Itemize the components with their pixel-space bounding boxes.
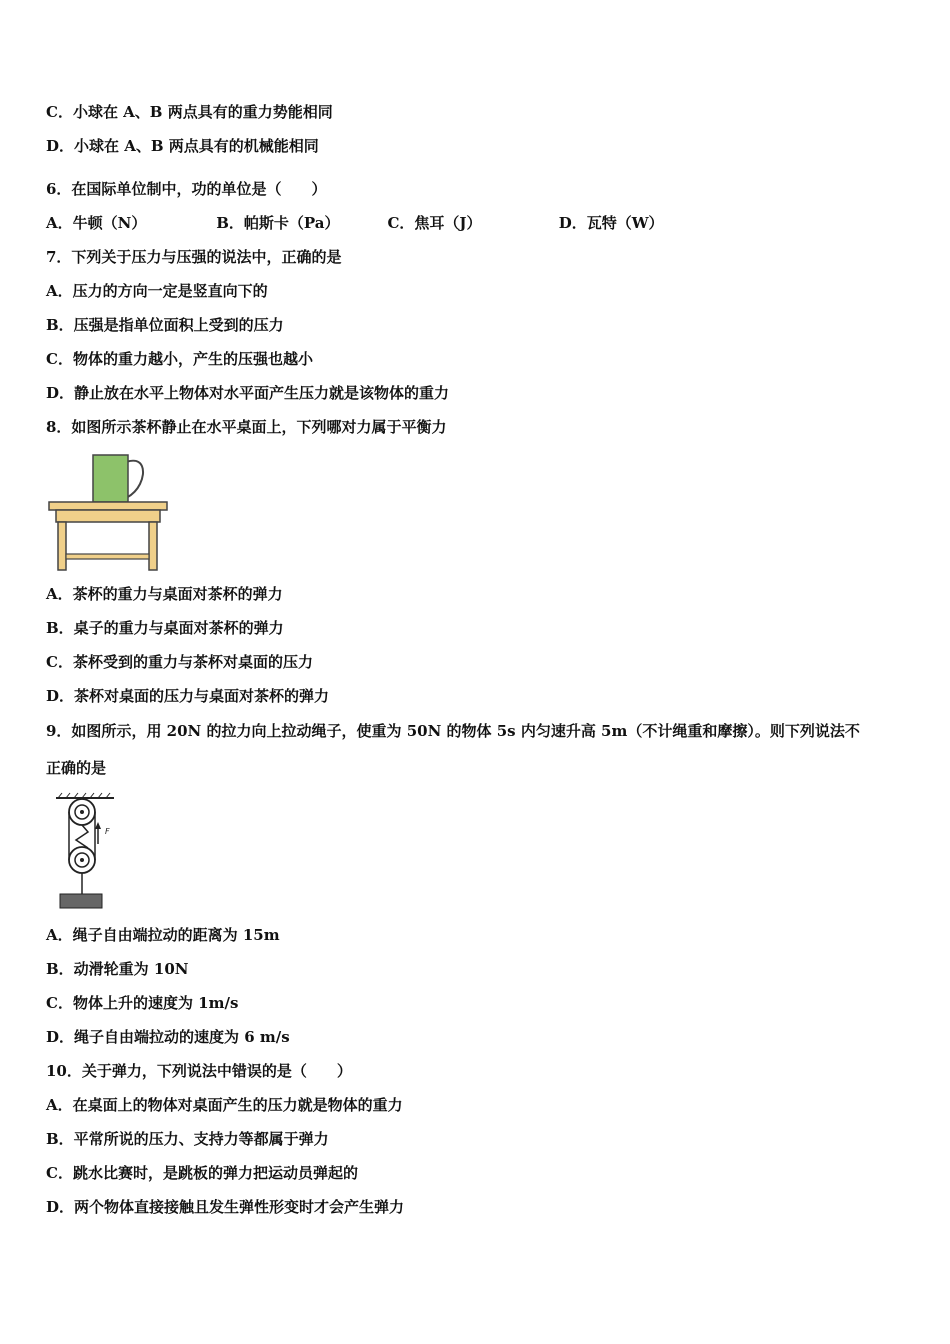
table-stretcher [66,554,149,559]
load-block [60,894,102,908]
q7-option-b: B．压强是指单位面积上受到的压力 [46,316,284,334]
q9-option-d: D．绳子自由端拉动的速度为 6 m/s [46,1028,290,1046]
table-top [49,502,167,510]
q5-option-d: D．小球在 A、B 两点具有的机械能相同 [46,137,319,155]
q6-option-a: A．牛顿（N） [46,214,147,232]
table-leg-right [149,522,157,570]
q8-stem: 8．如图所示茶杯静止在水平桌面上，下列哪对力属于平衡力 [46,418,447,436]
q8-option-c: C．茶杯受到的重力与茶杯对桌面的压力 [46,653,313,671]
q6-option-d: D．瓦特（W） [558,214,664,232]
q8-option-d: D．茶杯对桌面的压力与桌面对茶杯的弹力 [46,687,330,705]
force-arrow-head [95,822,101,829]
q10-option-c: C．跳水比赛时，是跳板的弹力把运动员弹起的 [46,1164,358,1182]
force-label: F [105,827,110,836]
q8-option-b: B．桌子的重力与桌面对茶杯的弹力 [46,619,284,637]
q6-option-b: B．帕斯卡（Pa） [216,214,340,232]
q10-stem: 10．关于弹力，下列说法中错误的是（ ） [46,1062,352,1080]
q8-option-a: A．茶杯的重力与桌面对茶杯的弹力 [46,585,283,603]
q9-stem-line1: 9．如图所示，用 20N 的拉力向上拉动绳子，使重为 50N 的物体 5s 内匀速升高 5m（不计绳重和摩擦）。则下列说法不 [46,722,860,740]
q10-option-a: A．在桌面上的物体对桌面产生的压力就是物体的重力 [46,1096,403,1114]
q7-option-a: A．压力的方向一定是竖直向下的 [46,282,268,300]
table-apron [56,510,160,522]
q7-stem: 7．下列关于压力与压强的说法中，正确的是 [46,248,342,266]
cup-body [93,455,128,502]
q7-option-d: D．静止放在水平上物体对水平面产生压力就是该物体的重力 [46,384,450,402]
q9-option-a: A．绳子自由端拉动的距离为 15m [46,926,280,944]
table-leg-left [58,522,66,570]
q9-option-c: C．物体上升的速度为 1m/s [46,994,239,1012]
q7-option-c: C．物体的重力越小，产生的压强也越小 [46,350,313,368]
q6-stem: 6．在国际单位制中，功的单位是（ ） [46,180,327,198]
q10-option-d: D．两个物体直接接触且发生弹性形变时才会产生弹力 [46,1198,405,1216]
cup-on-table-figure [46,450,172,574]
q9-stem-line2: 正确的是 [46,759,107,777]
q10-option-b: B．平常所说的压力、支持力等都属于弹力 [46,1130,329,1148]
q9-option-b: B．动滑轮重为 10N [46,960,189,978]
pulley-system-figure [52,792,122,912]
q5-option-c: C．小球在 A、B 两点具有的重力势能相同 [46,103,333,121]
q6-options [46,213,664,233]
q6-option-c: C．焦耳（J） [387,214,482,232]
